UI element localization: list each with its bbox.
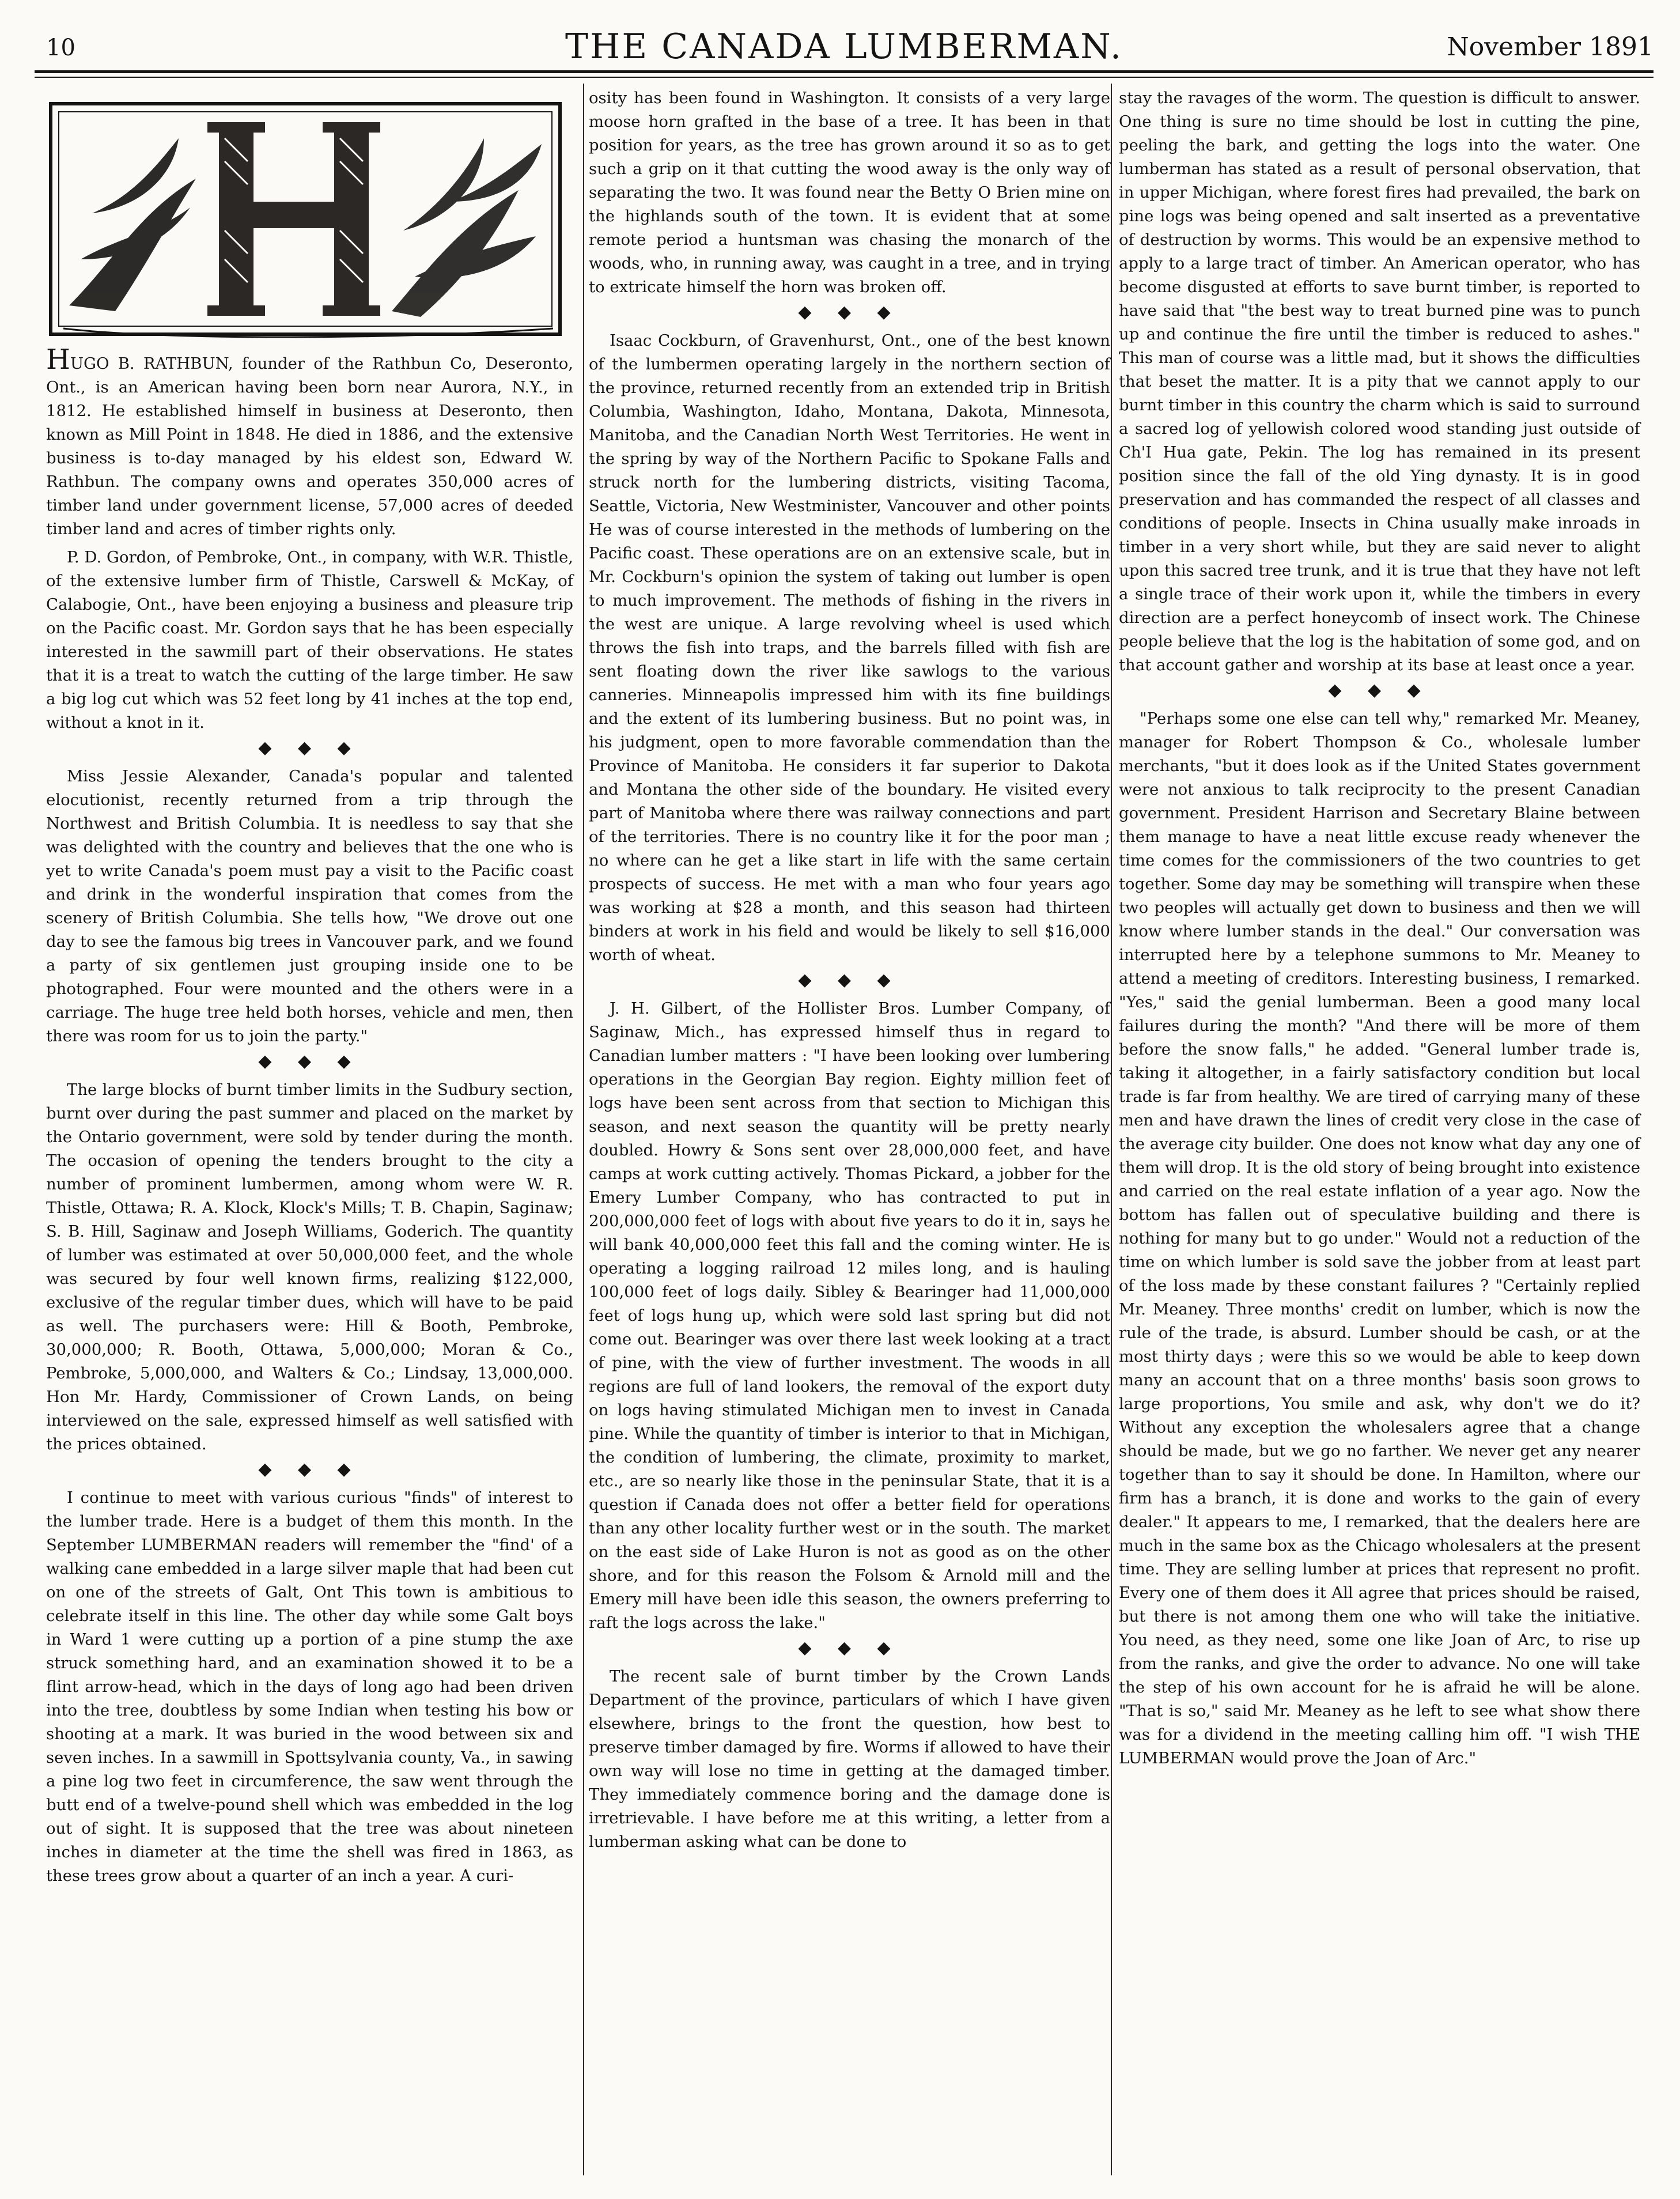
article-rathbun-text: UGO B. RATHBUN, founder of the Rathbun Co, Deseronto, Ont., is an American having been born near Aurora, N.Y., in 1812. He established himself in business at Deseronto, then known as Mill Point in 1848. He died in 1886, and the extensive business is to-day managed by his eldest son, Edward W. Rathbun. The company owns and operates 350,000 acres of timber land under government license, 57,000 acres of deeded timber land and acres of timber rights only.: [46, 354, 573, 538]
article-meaney: "Perhaps some one else can tell why," remarked Mr. Meaney, manager for Robert Thompson & Co., wholesale lumber merchants, "but it does look as if the United States government were not anxious to talk reciprocity to the present Canadian government. President Harrison and Secretary Blaine between them manage to have a neat little excuse ready whenever the time comes for the commissioners of the two countries to get together. Some day may be something will transpire when these two peoples will actually get down to business and then we will know where lumber stands in the deal." Our conversation was interrupted here by a telephone summons to Mr. Meaney to attend a meeting of creditors. Interesting business, I remarked. "Yes," said the genial lumberman. Been a good many local failures during the month? "And there will be more of them before the snow falls," he added. "General lumber trade is, taking it altogether, in a fairly satisfactory condition but local trade is far from healthy. We are tired of carrying many of these men and have drawn the lines of credit very close in the case of the average city builder. One does not know what day any one of them will drop. It is the old story of being brought into existence and carried on the real estate inflation of a year ago. Now the bottom has fallen out of speculative building and there is nothing for many but to go under." Would not a reduction of the time on which lumber is sold save the jobber from at least part of the loss made by these constant failures ? "Certainly replied Mr. Meaney. Three months' credit on lumber, which is now the rule of the trade, is absurd. Lumber should be cash, or at the most thirty days ; were this so we would be able to keep down many an account that on a three months' basis soon grows to large proportions, You smile and ask, why don't we do it? Without any exception the wholesalers agree that a change should be made, but we go no farther. We never get any nearer together than to say it should be done. In Hamilton, where our firm has a branch, it is done and works to the gain of every dealer." It appears to me, I remarked, that the dealers here are much in the same box as the Chicago wholesalers at the present time. They are selling lumber at prices that represent no profit. Every one of them does it All agree that prices should be raised, but there is not among them one who will take the initiative. You need, as they need, some one like Joan of Arc, to rise up from the ranks, and give the order to advance. No one will take the step of his own account for he is afraid he will be alone. "That is so," said Mr. Meaney as he left to see what show there was for a dividend in the meeting calling him off. "I wish THE LUMBERMAN would prove the Joan of Arc.": [1119, 709, 1640, 1767]
page-title: THE CANADA LUMBERMAN.: [565, 27, 1123, 67]
section-ornament: ◆ ◆ ◆: [798, 302, 901, 322]
article-burnt-timber-cont: stay the ravages of the worm. The question is difficult to answer. One thing is sure no time should be lost in cutting the pine, peeling the bark, and getting the logs into the water. One lumberman has stated as a result of personal observation, that in upper Michigan, where forest fires had prevailed, the bark on pine logs was being opened and salt inserted as a preventative of destruction by worms. This would be an expensive method to apply to a large tract of timber. An American operator, who has become disgusted at efforts to save burnt timber, is reported to have said that "the best way to treat burned pine was to punch up and continue the fire until the timber is reduced to ashes." This man of course was a little mad, but it shows the difficulties that beset the matter. It is a pity that we cannot apply to our burnt timber in this country the charm which is said to surround a sacred log of yellowish colored wood standing just outside of Ch'I Hua gate, Pekin. The log has remained in its present position since the fall of the old Ying dynasty. It is in good preservation and has commanded the respect of all classes and conditions of people. Insects in China usually make inroads in timber in a very short while, but they are said never to alight upon this sacred tree trunk, and it is true that they have not left a single trace of their work upon it, while the timbers in every direction are a perfect honeycomb of insect work. The Chinese people believe that the log is the habitation of some god, and on that account gather and worship at its base at least once a year.: [1119, 89, 1640, 674]
column-3: [1105, 86, 1640, 1775]
dropcap-letter: H: [46, 343, 70, 376]
article-curious-finds-cont: osity has been found in Washington. It consists of a very large moose horn grafted in the base of a tree. It has been in that position for years, as the tree has grown around it so as to get such a grip on it that cutting the wood away is the only way of separating the two. It was found near the Betty O Brien mine on the highlands south of the town. It is evident that at some remote period a huntsman was chasing the monarch of the woods, who, in running away, was caught in a tree, and in trying to extricate himself the horn was broken off.: [589, 89, 1110, 296]
section-ornament: ◆ ◆ ◆: [258, 738, 361, 758]
section-ornament: ◆ ◆ ◆: [258, 1459, 361, 1479]
article-curious-finds: I continue to meet with various curious "finds" of interest to the lumber trade. Here is a budget of them this month. In the September LUMBERMAN readers will remember the "find' of a walking cane embedded in a large silver maple that had been cut on one of the streets of Galt, Ont This town is ambitious to celebrate itself in this line. The other day while some Galt boys in Ward 1 were cutting up a portion of a pine stump the axe struck something hard, and an examination showed it to be a flint arrow-head, which in the days of long ago had been driven into the tree, doubtless by some Indian when testing his bow or shooting at a mark. It was buried in the wood between six and seven inches. In a sawmill in Spottsylvania county, Va., in sawing a pine log two feet in circumference, the saw went through the butt end of a twelve-pound shell which was embedded in the log out of sight. It is supposed that the tree was about nineteen inches in diameter at the time the shell was fired in 1863, as these trees grow about a quarter of an inch a year. A curi-: [46, 1488, 573, 1885]
ornamental-initial-illustration: [46, 86, 565, 343]
article-cockburn: Isaac Cockburn, of Gravenhurst, Ont., one of the best known of the lumbermen operating largely in the northern section of the province, returned recently from an extended trip in British Columbia, Washington, Idaho, Montana, Dakota, Minnesota, Manitoba, and the Canadian North West Territories. He went in the spring by way of the Northern Pacific to Spokane Falls and struck north for the lumbering districts, visiting Tacoma, Seattle, Victoria, New Westminister, Vancouver and other points He was of course interested in the methods of lumbering on the Pacific coast. These operations are on an extensive scale, but in Mr. Cockburn's opinion the system of taking out lumber is open to much improvement. The methods of fishing in the rivers in the west are unique. A large revolving wheel is used which throws the fish into traps, and the barrels filled with fish are sent floating down the river like sawlogs to the various canneries. Minneapolis impressed him with its fine buildings and the extent of its lumbering business. But no point was, in his judgment, open to more favorable commendation than the Province of Manitoba. He considers it far superior to Dakota and Montana the other side of the boundary. He visited every part of Manitoba where there was railway connections and part of the territories. There is no country like it for the poor man ; no where can he get a like start in life with the same certain prospects of success. He met with a man who four years ago was working at $28 a month, and this season had thirteen binders at work in his field and would be likely to sell $16,000 worth of wheat.: [589, 331, 1110, 964]
issue-date: November 1891: [1447, 32, 1653, 62]
page-number: 10: [46, 35, 75, 61]
column-2: [576, 86, 1110, 1858]
article-burnt-timber: The recent sale of burnt timber by the Crown Lands Department of the province, particulars of which I have given elsewhere, brings to the front the question, how best to preserve timber damaged by fire. Worms if allowed to have their own way will lose no time in getting at the damaged timber. They immediately commence boring and the damage done is irretrievable. I have before me at this writing, a letter from a lumberman asking what can be done to: [589, 1667, 1110, 1851]
section-ornament: ◆ ◆ ◆: [258, 1051, 361, 1071]
article-gilbert: J. H. Gilbert, of the Hollister Bros. Lumber Company, of Saginaw, Mich., has expressed himself thus in regard to Canadian lumber matters : "I have been looking over lumbering operations in the Georgian Bay region. Eighty million feet of logs have been sent across from that section to Michigan this season, and next season the quantity will be pretty nearly doubled. Howry & Sons sent over 28,000,000 feet, and have camps at work cutting actively. Thomas Pickard, a jobber for the Emery Lumber Company, who has contracted to put in 200,000,000 feet of logs with about five years to do it in, says he will bank 40,000,000 feet this fall and the coming winter. He is operating a logging railroad 12 miles long, and is hauling 100,000 feet of logs daily. Sibley & Bearinger had 11,000,000 feet of logs hung up, which were sold last spring but did not come out. Bearinger was over there last week looking at a tract of pine, with the view of further investment. The woods in all regions are full of land lookers, the removal of the export duty on logs having stimulated Michigan men to invest in Canada pine. While the quantity of timber is interior to that in Michigan, the condition of lumbering, the climate, proximity to market, etc., are so nearly like those in the peninsular State, that it is a question if Canada does not offer a better field for operations than any other locality further west or in the south. The market on the east side of Lake Huron is not as good as on the other shore, and for this reason the Folsom & Arnold mill and the Emery mill have been idle this season, the owners preferring to raft the logs across the lake.": [589, 999, 1110, 1632]
section-ornament: ◆ ◆ ◆: [798, 970, 901, 990]
decorative-initial: [46, 86, 565, 343]
article-gordon: P. D. Gordon, of Pembroke, Ont., in company, with W.R. Thistle, of the extensive lumber firm of Thistle, Carswell & McKay, of Calabogie, Ont., have been enjoying a business and pleasure trip on the Pacific coast. Mr. Gordon says that he has been especially interested in the sawmill part of their observations. He states that it is a treat to watch the cutting of the large timber. He saw a big log cut which was 52 feet long by 41 inches at the top end, without a knot in it.: [46, 548, 573, 732]
masthead: [35, 22, 1653, 68]
article-sudbury-sale: The large blocks of burnt timber limits in the Sudbury section, burnt over during the past summer and placed on the market by the Ontario government, were sold by tender during the month. The occasion of opening the tenders brought to the city a number of prominent lumbermen, among whom were W. R. Thistle, Ottawa; R. A. Klock, Klock's Mills; T. B. Chapin, Saginaw; S. B. Hill, Saginaw and Joseph Williams, Goderich. The quantity of lumber was estimated at over 50,000,000 feet, and the whole was secured by four well known firms, realizing $122,000, exclusive of the regular timber dues, which will have to be paid as well. The purchasers were: Hill & Booth, Pembroke, 30,000,000; R. Booth, Ottawa, 5,000,000; Moran & Co., Pembroke, 5,000,000, and Walters & Co.; Lindsay, 13,000,000. Hon Mr. Hardy, Commissioner of Crown Lands, on being interviewed on the sale, expressed himself as well satisfied with the prices obtained.: [46, 1080, 573, 1453]
column-1: [46, 86, 573, 1892]
section-ornament: ◆ ◆ ◆: [798, 1638, 901, 1658]
header-rule-thick: [35, 70, 1653, 73]
header-rule-thin: [35, 77, 1653, 78]
article-alexander: Miss Jessie Alexander, Canada's popular and talented elocutionist, recently returned from a trip through the Northwest and British Columbia. It is needless to say that she was delighted with the country and believes that the one who is yet to write Canada's poem must pay a visit to the Pacific coast and drink in the wonderful inspiration that comes from the scenery of British Columbia. She tells how, "We drove out one day to see the famous big trees in Vancouver park, and we found a party of six gentlemen just grouping inside one to be photographed. Four were mounted and the others were in a carriage. The huge tree held both horses, vehicle and men, then there was room for us to join the party.": [46, 767, 573, 1045]
section-ornament: ◆ ◆ ◆: [1328, 680, 1431, 700]
